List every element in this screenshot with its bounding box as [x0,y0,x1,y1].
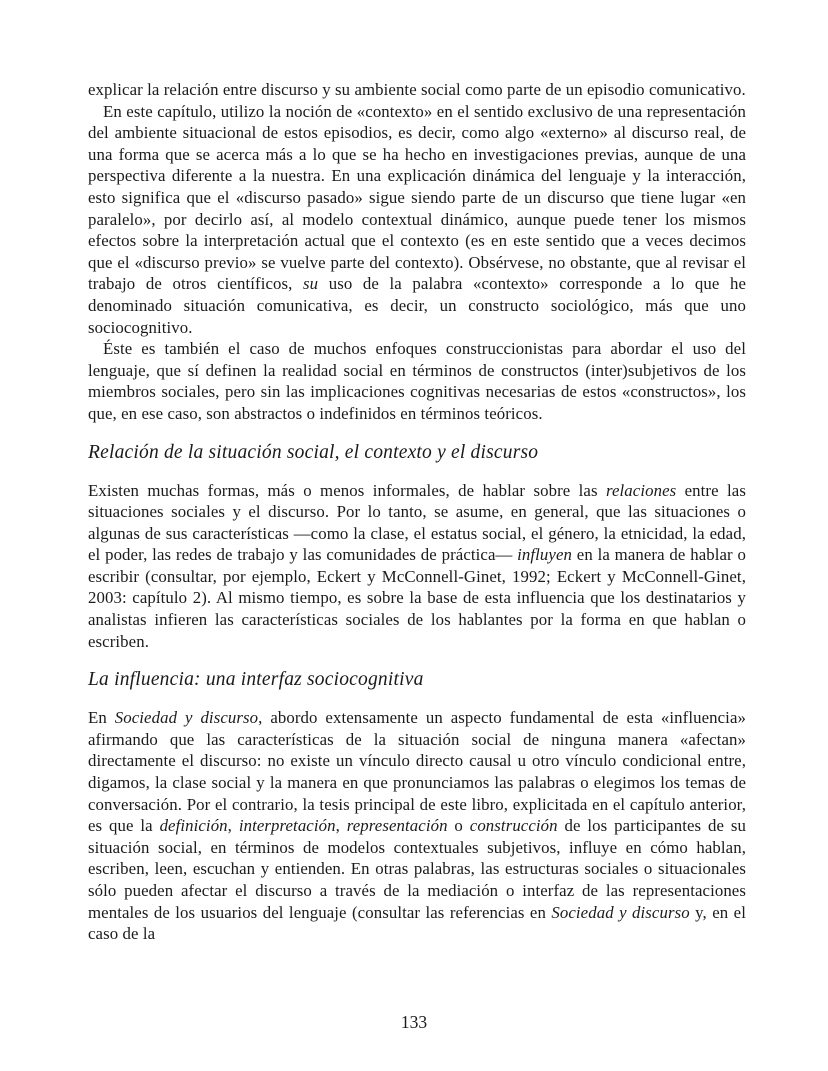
section-heading-relacion: Relación de la situación social, el contexto y el discurso [88,441,539,463]
section-heading-influencia: La influencia: una interfaz sociocognitiva [88,669,424,691]
paragraph-continuation: explicar la relación entre discurso y su ambiente social como parte de un episodio comunicativo. [88,80,746,99]
paragraph: Éste es también el caso de muchos enfoques construccionistas para abordar el uso del lenguaje, que sí definen la realidad social en términos de constructos (inter)subjetivos de los miembros sociales, pero sin las implicaciones cognitivas necesarias de estos «constructos», los que, en ese caso, son abstractos o indefinidos en términos teóricos. [88,339,746,423]
page-number: 133 [400,1012,428,1032]
paragraph: En este capítulo, utilizo la noción de «contexto» en el sentido exclusivo de una representación del ambiente situacional de estos episodios, es decir, como algo «externo» al discurso real, de una forma que se acerca más a lo que se ha hecho en investigaciones previas, aunque de una perspectiva diferente a la nuestra. En una explicación dinámica del lenguaje y la interacción, esto significa que el «discurso pasado» sigue siendo parte de un discurso que tiene lugar «en paralelo», por decirlo así, al modelo contextual dinámico, aunque puede tener los mismos efectos sobre la interpretación actual que el contexto (es en este sentido que a veces decimos que el «discurso previo» se vuelve parte del contexto). Obsérvese, no obstante, que al revisar el trabajo de otros científicos, su uso de la palabra «contexto» corresponde a lo que he denominado situación comunicativa, es decir, un constructo sociológico, más que uno sociocognitivo. [88,101,746,337]
paragraph: En Sociedad y discurso, abordo extensamente un aspecto fundamental de esta «influencia» afirmando que las características de la situación social de ninguna manera «afectan» directamente el discurso: no existe un vínculo directo causal u otro vínculo condicional entre, digamos, la clase social y la manera en que pronunciamos las palabras o elegimos los temas de conversación. Por el contrario, la tesis principal de este libro, explicitada en el capítulo anterior, es que la definición, interpretación, representación o construcción de los participantes de su situación social, en términos de modelos contextuales subjetivos, influye en cómo hablan, escriben, leen, escuchan y entienden. En otras palabras, las estructuras sociales o situacionales sólo pueden afectar el discurso a través de la mediación o interfaz de las representaciones mentales de los usuarios del lenguaje (consultar las referencias en Sociedad y discurso y, en el caso de la [88,708,746,944]
paragraph: Existen muchas formas, más o menos informales, de hablar sobre las relaciones entre las situaciones sociales y el discurso. Por lo tanto, se asume, en general, que las situaciones o algunas de sus características —como la clase, el estatus social, el género, la etnicidad, la edad, el poder, las redes de trabajo y las comunidades de práctica— influyen en la manera de hablar o escribir (consultar, por ejemplo, Eckert y McConnell-Ginet, 1992; Eckert y McConnell-Ginet, 2003: capítulo 2). Al mismo tiempo, es sobre la base de esta influencia que los destinatarios y analistas infieren las características sociales de los hablantes por la forma en que hablan o escriben. [88,480,747,651]
page-body-text [88,79,746,945]
